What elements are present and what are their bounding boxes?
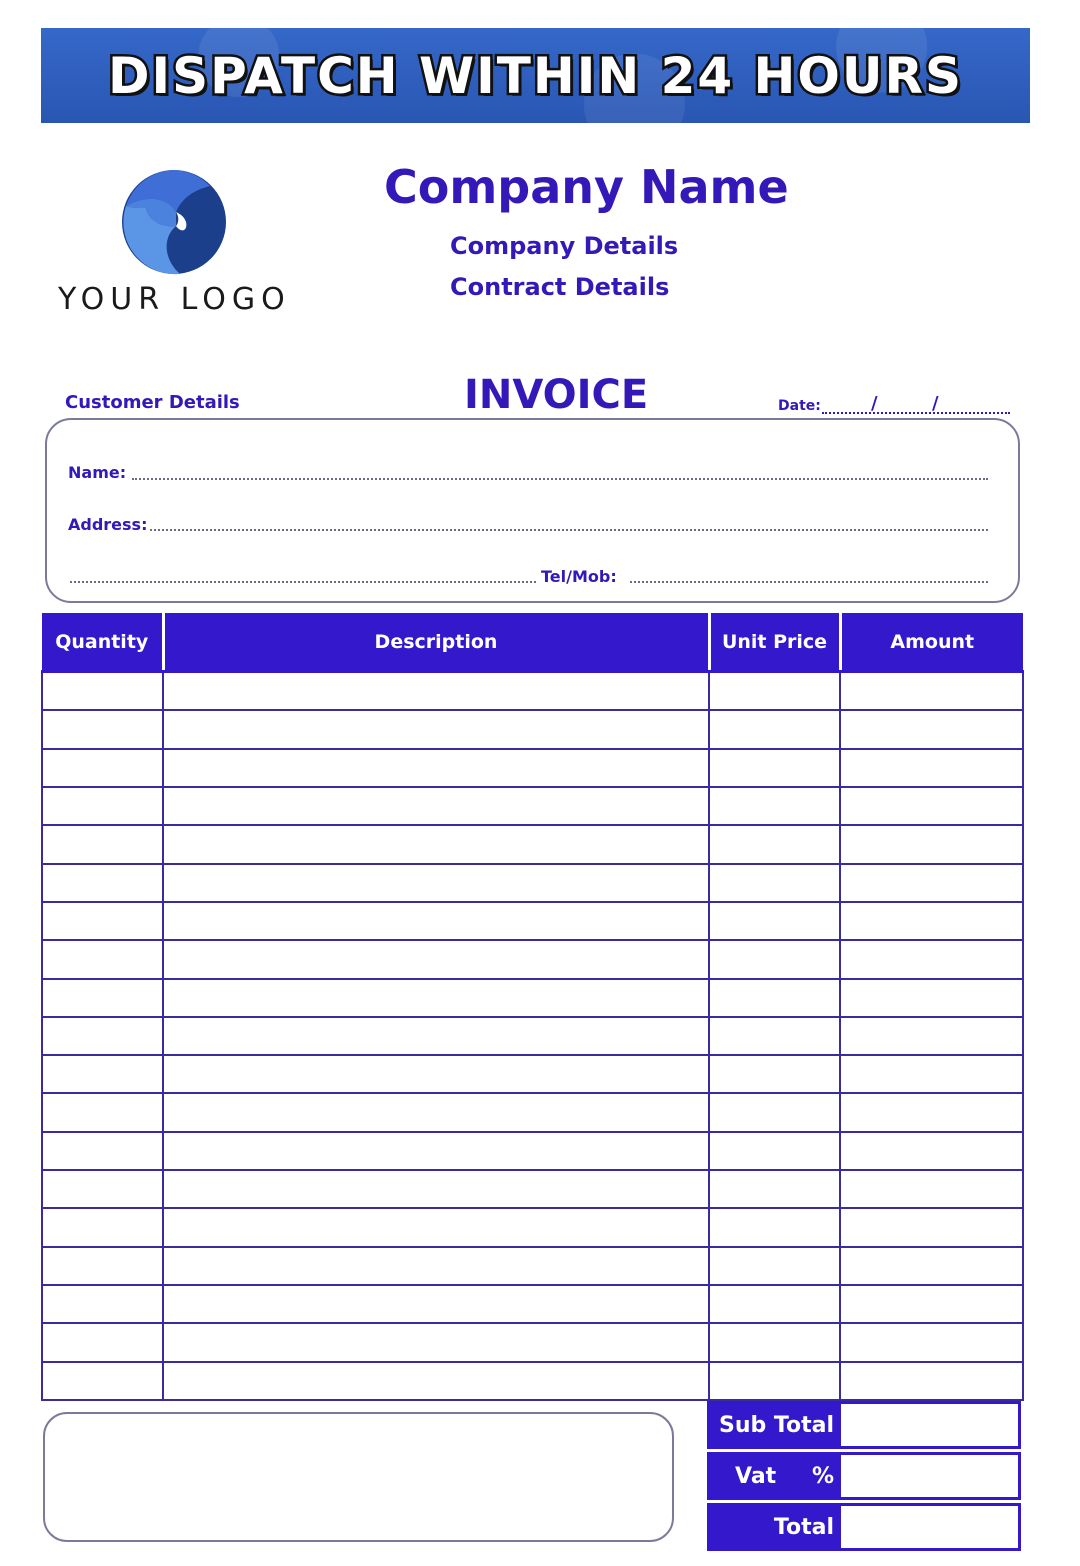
customer-details-label: Customer Details [65,392,240,413]
cell-description[interactable] [163,787,709,825]
cell-unit-price[interactable] [709,1247,840,1285]
cell-quantity[interactable] [42,787,163,825]
name-label: Name: [68,463,127,482]
vat-percent: % [811,1463,834,1489]
table-row [42,710,1023,748]
notes-box[interactable] [43,1412,674,1542]
date-label: Date: [778,398,821,414]
cell-description[interactable] [163,1323,709,1361]
cell-quantity[interactable] [42,710,163,748]
cell-description[interactable] [163,672,709,711]
cell-description[interactable] [163,710,709,748]
cell-quantity[interactable] [42,979,163,1017]
cell-unit-price[interactable] [709,979,840,1017]
cell-amount[interactable] [840,864,1023,902]
cell-unit-price[interactable] [709,749,840,787]
table-row [42,902,1023,940]
address-field[interactable] [150,529,988,531]
cell-amount[interactable] [840,1323,1023,1361]
subtotal-label: Sub Total [707,1401,838,1449]
cell-unit-price[interactable] [709,1017,840,1055]
cell-unit-price[interactable] [709,940,840,978]
table-row [42,1170,1023,1208]
cell-description[interactable] [163,1285,709,1323]
table-row [42,749,1023,787]
cell-amount[interactable] [840,902,1023,940]
cell-unit-price[interactable] [709,1285,840,1323]
cell-amount[interactable] [840,1285,1023,1323]
table-row [42,825,1023,863]
cell-quantity[interactable] [42,825,163,863]
logo-text: YOUR LOGO [58,282,291,317]
cell-quantity[interactable] [42,1170,163,1208]
subtotal-value[interactable] [838,1401,1021,1449]
cell-amount[interactable] [840,1170,1023,1208]
date-field[interactable] [822,412,1010,414]
cell-quantity[interactable] [42,1323,163,1361]
cell-quantity[interactable] [42,940,163,978]
cell-unit-price[interactable] [709,902,840,940]
table-row [42,940,1023,978]
cell-description[interactable] [163,1170,709,1208]
cell-unit-price[interactable] [709,1055,840,1093]
table-row [42,1208,1023,1246]
cell-amount[interactable] [840,749,1023,787]
date-separator: / [871,393,878,414]
header-unit-price: Unit Price [709,613,840,672]
cell-quantity[interactable] [42,1093,163,1131]
cell-amount[interactable] [840,1055,1023,1093]
cell-quantity[interactable] [42,902,163,940]
cell-quantity[interactable] [42,1017,163,1055]
dispatch-banner [41,28,1030,123]
company-logo-icon [118,168,230,276]
cell-amount[interactable] [840,710,1023,748]
vat-value[interactable] [838,1452,1021,1500]
cell-quantity[interactable] [42,1285,163,1323]
cell-quantity[interactable] [42,1055,163,1093]
banner-text: DISPATCH WITHIN 24 HOURS [107,46,964,105]
cell-description[interactable] [163,825,709,863]
table-row [42,787,1023,825]
cell-description[interactable] [163,1247,709,1285]
cell-description[interactable] [163,1208,709,1246]
table-row [42,1285,1023,1323]
vat-row [707,1452,1021,1500]
cell-quantity[interactable] [42,1132,163,1170]
cell-amount[interactable] [840,1208,1023,1246]
cell-quantity[interactable] [42,1208,163,1246]
table-row [42,1017,1023,1055]
cell-amount[interactable] [840,787,1023,825]
total-value[interactable] [838,1503,1021,1551]
address-label: Address: [68,515,148,534]
cell-description[interactable] [163,1362,709,1400]
header-amount: Amount [840,613,1023,672]
table-row [42,1132,1023,1170]
vat-label: Vat [735,1463,777,1489]
invoice-title: INVOICE [464,372,649,418]
cell-amount[interactable] [840,672,1023,711]
cell-description[interactable] [163,864,709,902]
cell-quantity[interactable] [42,1362,163,1400]
cell-unit-price[interactable] [709,825,840,863]
vat-label-cell [707,1452,838,1500]
date-separator: / [932,393,939,414]
cell-amount[interactable] [840,1093,1023,1131]
cell-quantity[interactable] [42,749,163,787]
cell-description[interactable] [163,940,709,978]
cell-unit-price[interactable] [709,672,840,711]
cell-amount[interactable] [840,940,1023,978]
cell-description[interactable] [163,979,709,1017]
cell-unit-price[interactable] [709,864,840,902]
totals-block [707,1401,1021,1549]
address-line-2-field[interactable] [70,581,536,583]
cell-quantity[interactable] [42,864,163,902]
cell-description[interactable] [163,1093,709,1131]
cell-unit-price[interactable] [709,1208,840,1246]
cell-amount[interactable] [840,825,1023,863]
cell-unit-price[interactable] [709,710,840,748]
cell-unit-price[interactable] [709,1170,840,1208]
cell-quantity[interactable] [42,672,163,711]
company-details: Company Details [450,232,679,260]
name-field[interactable] [132,478,988,480]
tel-field[interactable] [630,581,988,583]
cell-amount[interactable] [840,979,1023,1017]
table-row [42,1247,1023,1285]
contract-details: Contract Details [450,273,670,301]
cell-amount[interactable] [840,1017,1023,1055]
cell-description[interactable] [163,902,709,940]
subtotal-row [707,1401,1021,1449]
header-description: Description [163,613,709,672]
tel-label: Tel/Mob: [541,567,617,586]
cell-description[interactable] [163,1017,709,1055]
items-table [41,613,1024,1401]
cell-unit-price[interactable] [709,1132,840,1170]
table-row [42,672,1023,711]
header-quantity: Quantity [42,613,163,672]
table-header-row [42,613,1023,672]
company-name: Company Name [384,160,789,214]
cell-unit-price[interactable] [709,1093,840,1131]
cell-description[interactable] [163,1132,709,1170]
total-label: Total [707,1503,838,1551]
cell-amount[interactable] [840,1362,1023,1400]
cell-unit-price[interactable] [709,1362,840,1400]
cell-description[interactable] [163,749,709,787]
table-row [42,1093,1023,1131]
cell-unit-price[interactable] [709,1323,840,1361]
total-row [707,1503,1021,1551]
cell-amount[interactable] [840,1247,1023,1285]
cell-quantity[interactable] [42,1247,163,1285]
table-row [42,1055,1023,1093]
table-row [42,979,1023,1017]
cell-unit-price[interactable] [709,787,840,825]
table-row [42,864,1023,902]
table-row [42,1362,1023,1400]
customer-details-box [45,418,1020,603]
table-row [42,1323,1023,1361]
cell-amount[interactable] [840,1132,1023,1170]
cell-description[interactable] [163,1055,709,1093]
